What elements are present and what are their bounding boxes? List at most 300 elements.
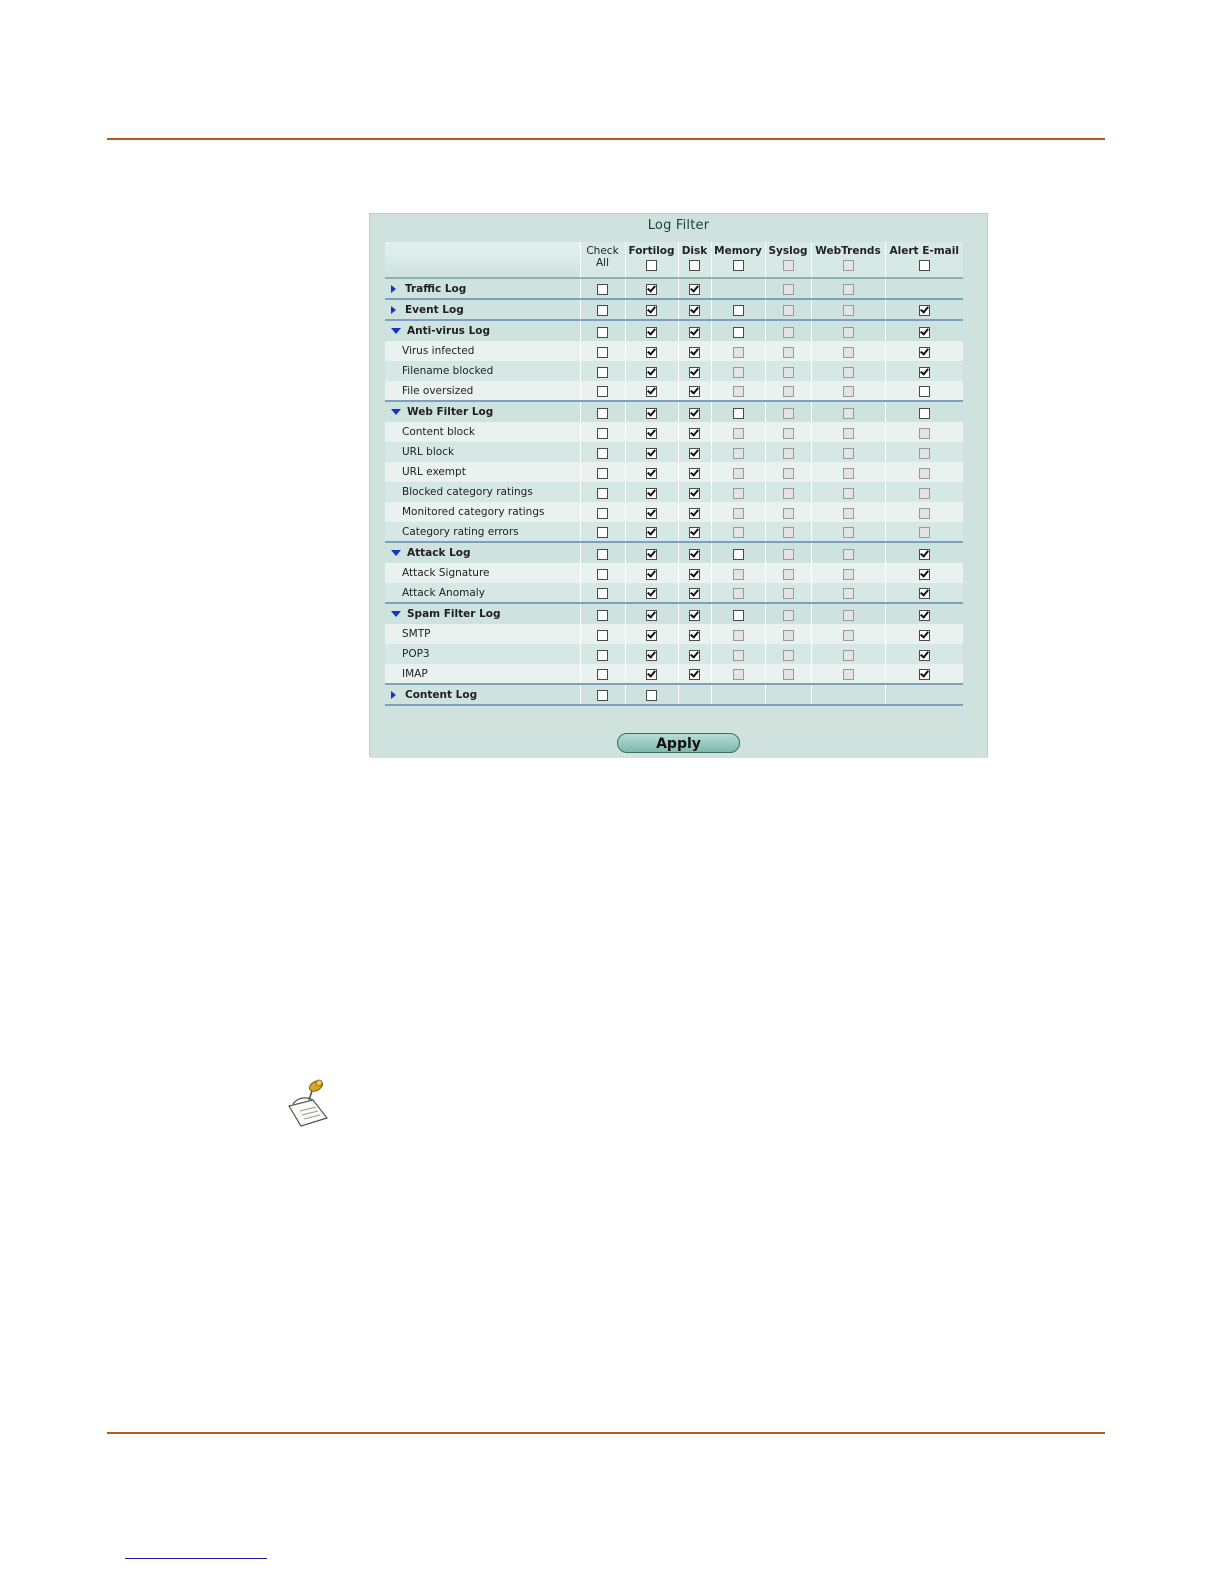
cell-syslog bbox=[765, 299, 811, 320]
cell-webtrends bbox=[811, 542, 885, 563]
spam-filter-log-check-all-checkbox[interactable] bbox=[597, 610, 608, 621]
cell-check-all bbox=[580, 341, 625, 361]
cell-webtrends bbox=[811, 278, 885, 299]
event-log-fortilog-checkbox[interactable] bbox=[646, 305, 657, 316]
cell-disk bbox=[678, 603, 711, 624]
log-item-row bbox=[385, 462, 963, 482]
cell-webtrends bbox=[811, 422, 885, 442]
cell-memory bbox=[711, 341, 765, 361]
cell-memory bbox=[711, 320, 765, 341]
content-log-fortilog-checkbox[interactable] bbox=[646, 690, 657, 701]
cell-alert-e-mail bbox=[885, 320, 963, 341]
cell-disk bbox=[678, 320, 711, 341]
footer-link-underline bbox=[125, 1558, 267, 1559]
web-filter-log-memory-checkbox[interactable] bbox=[733, 408, 744, 419]
cell-memory bbox=[711, 422, 765, 442]
cell-syslog bbox=[765, 542, 811, 563]
filename-blocked-fortilog-checkbox[interactable] bbox=[646, 367, 657, 378]
cell-webtrends bbox=[811, 664, 885, 684]
web-filter-log-alert-e-mail-checkbox[interactable] bbox=[919, 408, 930, 419]
pop3-webtrends-checkbox bbox=[843, 650, 854, 661]
cell-syslog bbox=[765, 361, 811, 381]
expand-arrow-icon[interactable] bbox=[391, 306, 396, 314]
anti-virus-log-memory-checkbox[interactable] bbox=[733, 327, 744, 338]
cell-disk bbox=[678, 563, 711, 583]
smtp-alert-e-mail-checkbox[interactable] bbox=[919, 630, 930, 641]
cell-syslog bbox=[765, 502, 811, 522]
cell-fortilog bbox=[625, 401, 678, 422]
attack-signature-syslog-checkbox bbox=[783, 569, 794, 580]
attack-signature-alert-e-mail-checkbox[interactable] bbox=[919, 569, 930, 580]
column-header-syslog bbox=[765, 242, 811, 278]
blocked-category-ratings-syslog-checkbox bbox=[783, 488, 794, 499]
cell-webtrends bbox=[811, 684, 885, 705]
cell-fortilog bbox=[625, 563, 678, 583]
attack-anomaly-check-all-checkbox[interactable] bbox=[597, 588, 608, 599]
content-block-check-all-checkbox[interactable] bbox=[597, 428, 608, 439]
row-label: IMAP bbox=[402, 667, 428, 680]
cell-check-all bbox=[580, 482, 625, 502]
virus-infected-memory-checkbox bbox=[733, 347, 744, 358]
filename-blocked-check-all-checkbox[interactable] bbox=[597, 367, 608, 378]
header-memory-checkbox[interactable] bbox=[733, 260, 744, 271]
event-log-disk-checkbox[interactable] bbox=[689, 305, 700, 316]
cell-syslog bbox=[765, 644, 811, 664]
web-filter-log-fortilog-checkbox[interactable] bbox=[646, 408, 657, 419]
collapse-arrow-icon[interactable] bbox=[391, 611, 401, 617]
cell-webtrends bbox=[811, 442, 885, 462]
cell-fortilog bbox=[625, 522, 678, 542]
row-label: Web Filter Log bbox=[407, 406, 494, 418]
row-label-cell[interactable] bbox=[385, 278, 580, 299]
cell-check-all bbox=[580, 502, 625, 522]
cell-fortilog bbox=[625, 462, 678, 482]
attack-log-disk-checkbox[interactable] bbox=[689, 549, 700, 560]
cell-memory bbox=[711, 603, 765, 624]
pop3-fortilog-checkbox[interactable] bbox=[646, 650, 657, 661]
monitored-category-ratings-syslog-checkbox bbox=[783, 508, 794, 519]
url-block-syslog-checkbox bbox=[783, 448, 794, 459]
smtp-check-all-checkbox[interactable] bbox=[597, 630, 608, 641]
category-rating-errors-fortilog-checkbox[interactable] bbox=[646, 527, 657, 538]
log-item-row bbox=[385, 664, 963, 684]
log-group-row bbox=[385, 278, 963, 299]
cell-webtrends bbox=[811, 502, 885, 522]
header-fortilog-checkbox[interactable] bbox=[646, 260, 657, 271]
cell-syslog bbox=[765, 462, 811, 482]
cell-disk bbox=[678, 361, 711, 381]
row-label-cell bbox=[385, 583, 580, 603]
event-log-check-all-checkbox[interactable] bbox=[597, 305, 608, 316]
header-alert-e-mail-checkbox[interactable] bbox=[919, 260, 930, 271]
row-label: Event Log bbox=[405, 303, 464, 316]
cell-memory bbox=[711, 442, 765, 462]
monitored-category-ratings-check-all-checkbox[interactable] bbox=[597, 508, 608, 519]
cell-webtrends bbox=[811, 522, 885, 542]
attack-anomaly-memory-checkbox bbox=[733, 588, 744, 599]
spam-filter-log-fortilog-checkbox[interactable] bbox=[646, 610, 657, 621]
smtp-webtrends-checkbox bbox=[843, 630, 854, 641]
column-header-memory bbox=[711, 242, 765, 278]
row-label-cell[interactable] bbox=[385, 320, 580, 341]
attack-signature-disk-checkbox[interactable] bbox=[689, 569, 700, 580]
blocked-category-ratings-webtrends-checkbox bbox=[843, 488, 854, 499]
cell-disk bbox=[678, 422, 711, 442]
smtp-syslog-checkbox bbox=[783, 630, 794, 641]
log-item-row bbox=[385, 624, 963, 644]
cell-disk bbox=[678, 522, 711, 542]
cell-syslog bbox=[765, 684, 811, 705]
content-block-fortilog-checkbox[interactable] bbox=[646, 428, 657, 439]
pop3-alert-e-mail-checkbox[interactable] bbox=[919, 650, 930, 661]
log-item-row bbox=[385, 563, 963, 583]
file-oversized-memory-checkbox bbox=[733, 386, 744, 397]
filename-blocked-alert-e-mail-checkbox[interactable] bbox=[919, 367, 930, 378]
cell-alert-e-mail bbox=[885, 361, 963, 381]
cell-memory bbox=[711, 624, 765, 644]
imap-memory-checkbox bbox=[733, 669, 744, 680]
collapse-arrow-icon[interactable] bbox=[391, 409, 401, 415]
anti-virus-log-syslog-checkbox bbox=[783, 327, 794, 338]
url-block-disk-checkbox[interactable] bbox=[689, 448, 700, 459]
smtp-fortilog-checkbox[interactable] bbox=[646, 630, 657, 641]
cell-syslog bbox=[765, 482, 811, 502]
traffic-log-check-all-checkbox[interactable] bbox=[597, 284, 608, 295]
cell-check-all bbox=[580, 583, 625, 603]
file-oversized-alert-e-mail-checkbox[interactable] bbox=[919, 386, 930, 397]
filename-blocked-webtrends-checkbox bbox=[843, 367, 854, 378]
row-label-cell[interactable] bbox=[385, 684, 580, 705]
blocked-category-ratings-fortilog-checkbox[interactable] bbox=[646, 488, 657, 499]
url-exempt-webtrends-checkbox bbox=[843, 468, 854, 479]
cell-webtrends bbox=[811, 361, 885, 381]
log-item-row bbox=[385, 583, 963, 603]
attack-anomaly-alert-e-mail-checkbox[interactable] bbox=[919, 588, 930, 599]
cell-disk bbox=[678, 624, 711, 644]
category-rating-errors-memory-checkbox bbox=[733, 527, 744, 538]
content-block-disk-checkbox[interactable] bbox=[689, 428, 700, 439]
log-group-row bbox=[385, 603, 963, 624]
attack-log-memory-checkbox[interactable] bbox=[733, 549, 744, 560]
cell-disk bbox=[678, 502, 711, 522]
content-block-webtrends-checkbox bbox=[843, 428, 854, 439]
row-label: Attack Log bbox=[407, 547, 471, 559]
row-label-cell bbox=[385, 664, 580, 684]
header-webtrends-checkbox bbox=[843, 260, 854, 271]
column-header-check-all bbox=[580, 242, 625, 278]
cell-fortilog bbox=[625, 502, 678, 522]
cell-memory bbox=[711, 664, 765, 684]
smtp-disk-checkbox[interactable] bbox=[689, 630, 700, 641]
log-group-row bbox=[385, 299, 963, 320]
category-rating-errors-syslog-checkbox bbox=[783, 527, 794, 538]
imap-webtrends-checkbox bbox=[843, 669, 854, 680]
column-header-label: Fortilog bbox=[628, 245, 675, 257]
cell-memory bbox=[711, 563, 765, 583]
virus-infected-check-all-checkbox[interactable] bbox=[597, 347, 608, 358]
cell-fortilog bbox=[625, 603, 678, 624]
cell-disk bbox=[678, 583, 711, 603]
cell-check-all bbox=[580, 522, 625, 542]
column-header-label: Check All bbox=[586, 245, 619, 269]
log-item-row bbox=[385, 341, 963, 361]
content-block-alert-e-mail-checkbox bbox=[919, 428, 930, 439]
web-filter-log-webtrends-checkbox bbox=[843, 408, 854, 419]
cell-alert-e-mail bbox=[885, 442, 963, 462]
category-rating-errors-webtrends-checkbox bbox=[843, 527, 854, 538]
imap-disk-checkbox[interactable] bbox=[689, 669, 700, 680]
file-oversized-disk-checkbox[interactable] bbox=[689, 386, 700, 397]
cell-check-all bbox=[580, 644, 625, 664]
web-filter-log-check-all-checkbox[interactable] bbox=[597, 408, 608, 419]
cell-check-all bbox=[580, 381, 625, 401]
anti-virus-log-disk-checkbox[interactable] bbox=[689, 327, 700, 338]
cell-alert-e-mail bbox=[885, 603, 963, 624]
row-label: URL exempt bbox=[402, 466, 466, 478]
row-label: Blocked category ratings bbox=[402, 486, 533, 498]
cell-webtrends bbox=[811, 644, 885, 664]
monitored-category-ratings-alert-e-mail-checkbox bbox=[919, 508, 930, 519]
content-log-check-all-checkbox[interactable] bbox=[597, 690, 608, 701]
url-block-check-all-checkbox[interactable] bbox=[597, 448, 608, 459]
cell-webtrends bbox=[811, 624, 885, 644]
cell-fortilog bbox=[625, 583, 678, 603]
file-oversized-fortilog-checkbox[interactable] bbox=[646, 386, 657, 397]
cell-check-all bbox=[580, 563, 625, 583]
filename-blocked-syslog-checkbox bbox=[783, 367, 794, 378]
cell-fortilog bbox=[625, 278, 678, 299]
row-label: Spam Filter Log bbox=[407, 608, 501, 620]
url-exempt-check-all-checkbox[interactable] bbox=[597, 468, 608, 479]
log-item-row bbox=[385, 422, 963, 442]
cell-syslog bbox=[765, 341, 811, 361]
row-label-cell[interactable] bbox=[385, 401, 580, 422]
row-label-cell bbox=[385, 522, 580, 542]
blocked-category-ratings-check-all-checkbox[interactable] bbox=[597, 488, 608, 499]
traffic-log-disk-checkbox[interactable] bbox=[689, 284, 700, 295]
traffic-log-fortilog-checkbox[interactable] bbox=[646, 284, 657, 295]
cell-fortilog bbox=[625, 644, 678, 664]
filename-blocked-memory-checkbox bbox=[733, 367, 744, 378]
anti-virus-log-check-all-checkbox[interactable] bbox=[597, 327, 608, 338]
pop3-disk-checkbox[interactable] bbox=[689, 650, 700, 661]
anti-virus-log-alert-e-mail-checkbox[interactable] bbox=[919, 327, 930, 338]
imap-fortilog-checkbox[interactable] bbox=[646, 669, 657, 680]
column-header-label: Alert E-mail bbox=[889, 245, 959, 257]
web-filter-log-disk-checkbox[interactable] bbox=[689, 408, 700, 419]
spam-filter-log-alert-e-mail-checkbox[interactable] bbox=[919, 610, 930, 621]
imap-check-all-checkbox[interactable] bbox=[597, 669, 608, 680]
attack-log-check-all-checkbox[interactable] bbox=[597, 549, 608, 560]
row-label-cell bbox=[385, 482, 580, 502]
row-label-cell[interactable] bbox=[385, 603, 580, 624]
log-filter-panel bbox=[369, 213, 988, 757]
anti-virus-log-fortilog-checkbox[interactable] bbox=[646, 327, 657, 338]
log-item-row bbox=[385, 502, 963, 522]
panel-title: Log Filter bbox=[647, 218, 710, 233]
row-label: Anti-virus Log bbox=[407, 325, 491, 337]
collapse-arrow-icon[interactable] bbox=[391, 328, 401, 334]
note-pushpin-icon bbox=[283, 1078, 335, 1130]
row-label: Monitored category ratings bbox=[402, 506, 545, 518]
event-log-alert-e-mail-checkbox[interactable] bbox=[919, 305, 930, 316]
cell-check-all bbox=[580, 299, 625, 320]
event-log-webtrends-checkbox bbox=[843, 305, 854, 316]
attack-signature-check-all-checkbox[interactable] bbox=[597, 569, 608, 580]
row-label: POP3 bbox=[402, 648, 430, 660]
header-disk-checkbox[interactable] bbox=[689, 260, 700, 271]
footer-rule bbox=[107, 1432, 1105, 1434]
column-header-disk bbox=[678, 242, 711, 278]
cell-webtrends bbox=[811, 482, 885, 502]
cell-fortilog bbox=[625, 381, 678, 401]
row-label-cell bbox=[385, 361, 580, 381]
row-label: Category rating errors bbox=[402, 525, 519, 538]
event-log-memory-checkbox[interactable] bbox=[733, 305, 744, 316]
cell-alert-e-mail bbox=[885, 462, 963, 482]
log-group-row bbox=[385, 542, 963, 563]
category-rating-errors-disk-checkbox[interactable] bbox=[689, 527, 700, 538]
monitored-category-ratings-disk-checkbox[interactable] bbox=[689, 508, 700, 519]
cell-alert-e-mail bbox=[885, 664, 963, 684]
cell-alert-e-mail bbox=[885, 299, 963, 320]
row-label-cell bbox=[385, 462, 580, 482]
log-group-row bbox=[385, 320, 963, 341]
traffic-log-syslog-checkbox bbox=[783, 284, 794, 295]
log-item-row bbox=[385, 482, 963, 502]
attack-log-fortilog-checkbox[interactable] bbox=[646, 549, 657, 560]
file-oversized-check-all-checkbox[interactable] bbox=[597, 386, 608, 397]
blocked-category-ratings-disk-checkbox[interactable] bbox=[689, 488, 700, 499]
cell-disk bbox=[678, 381, 711, 401]
spam-filter-log-memory-checkbox[interactable] bbox=[733, 610, 744, 621]
cell-check-all bbox=[580, 422, 625, 442]
filename-blocked-disk-checkbox[interactable] bbox=[689, 367, 700, 378]
cell-check-all bbox=[580, 442, 625, 462]
row-label-cell bbox=[385, 502, 580, 522]
log-item-row bbox=[385, 361, 963, 381]
imap-alert-e-mail-checkbox[interactable] bbox=[919, 669, 930, 680]
cell-alert-e-mail bbox=[885, 502, 963, 522]
url-block-webtrends-checkbox bbox=[843, 448, 854, 459]
cell-webtrends bbox=[811, 563, 885, 583]
cell-alert-e-mail bbox=[885, 644, 963, 664]
cell-syslog bbox=[765, 603, 811, 624]
virus-infected-syslog-checkbox bbox=[783, 347, 794, 358]
cell-webtrends bbox=[811, 341, 885, 361]
cell-disk bbox=[678, 278, 711, 299]
cell-memory bbox=[711, 462, 765, 482]
expand-arrow-icon[interactable] bbox=[391, 691, 396, 699]
cell-webtrends bbox=[811, 299, 885, 320]
row-label-cell[interactable] bbox=[385, 299, 580, 320]
row-label-cell[interactable] bbox=[385, 542, 580, 563]
cell-check-all bbox=[580, 462, 625, 482]
row-label: Traffic Log bbox=[405, 282, 467, 295]
cell-alert-e-mail bbox=[885, 422, 963, 442]
url-exempt-disk-checkbox[interactable] bbox=[689, 468, 700, 479]
cell-memory bbox=[711, 502, 765, 522]
cell-check-all bbox=[580, 320, 625, 341]
spam-filter-log-disk-checkbox[interactable] bbox=[689, 610, 700, 621]
cell-alert-e-mail bbox=[885, 542, 963, 563]
cell-memory bbox=[711, 381, 765, 401]
cell-syslog bbox=[765, 563, 811, 583]
cell-disk bbox=[678, 462, 711, 482]
cell-fortilog bbox=[625, 482, 678, 502]
imap-syslog-checkbox bbox=[783, 669, 794, 680]
category-rating-errors-check-all-checkbox[interactable] bbox=[597, 527, 608, 538]
content-block-syslog-checkbox bbox=[783, 428, 794, 439]
virus-infected-disk-checkbox[interactable] bbox=[689, 347, 700, 358]
cell-disk bbox=[678, 684, 711, 705]
collapse-arrow-icon[interactable] bbox=[391, 550, 401, 556]
row-label: Virus infected bbox=[402, 345, 475, 357]
cell-check-all bbox=[580, 361, 625, 381]
url-exempt-fortilog-checkbox[interactable] bbox=[646, 468, 657, 479]
virus-infected-webtrends-checkbox bbox=[843, 347, 854, 358]
pop3-check-all-checkbox[interactable] bbox=[597, 650, 608, 661]
column-header-label: WebTrends bbox=[815, 245, 881, 257]
attack-anomaly-fortilog-checkbox[interactable] bbox=[646, 588, 657, 599]
attack-anomaly-disk-checkbox[interactable] bbox=[689, 588, 700, 599]
cell-disk bbox=[678, 664, 711, 684]
cell-check-all bbox=[580, 542, 625, 563]
row-label: File oversized bbox=[402, 384, 474, 397]
cell-syslog bbox=[765, 278, 811, 299]
url-block-fortilog-checkbox[interactable] bbox=[646, 448, 657, 459]
attack-signature-fortilog-checkbox[interactable] bbox=[646, 569, 657, 580]
cell-disk bbox=[678, 401, 711, 422]
cell-webtrends bbox=[811, 381, 885, 401]
row-label: Content block bbox=[402, 426, 475, 438]
header-syslog-checkbox bbox=[783, 260, 794, 271]
cell-fortilog bbox=[625, 542, 678, 563]
cell-memory bbox=[711, 361, 765, 381]
column-header-label: Syslog bbox=[768, 245, 808, 257]
expand-arrow-icon[interactable] bbox=[391, 285, 396, 293]
traffic-log-webtrends-checkbox bbox=[843, 284, 854, 295]
smtp-memory-checkbox bbox=[733, 630, 744, 641]
cell-alert-e-mail bbox=[885, 341, 963, 361]
monitored-category-ratings-fortilog-checkbox[interactable] bbox=[646, 508, 657, 519]
cell-syslog bbox=[765, 624, 811, 644]
cell-fortilog bbox=[625, 320, 678, 341]
apply-button[interactable]: Apply bbox=[617, 733, 740, 753]
virus-infected-alert-e-mail-checkbox[interactable] bbox=[919, 347, 930, 358]
log-item-row bbox=[385, 381, 963, 401]
cell-memory bbox=[711, 644, 765, 664]
cell-check-all bbox=[580, 278, 625, 299]
row-label: Content Log bbox=[405, 688, 478, 701]
virus-infected-fortilog-checkbox[interactable] bbox=[646, 347, 657, 358]
column-header-webtrends bbox=[811, 242, 885, 278]
header-blank bbox=[385, 242, 580, 278]
cell-alert-e-mail bbox=[885, 522, 963, 542]
attack-log-alert-e-mail-checkbox[interactable] bbox=[919, 549, 930, 560]
column-header-fortilog bbox=[625, 242, 678, 278]
cell-webtrends bbox=[811, 603, 885, 624]
cell-check-all bbox=[580, 684, 625, 705]
row-label: SMTP bbox=[402, 628, 431, 640]
column-header-alert-e-mail bbox=[885, 242, 963, 278]
cell-memory bbox=[711, 482, 765, 502]
attack-signature-memory-checkbox bbox=[733, 569, 744, 580]
cell-fortilog bbox=[625, 442, 678, 462]
cell-fortilog bbox=[625, 624, 678, 644]
cell-alert-e-mail bbox=[885, 381, 963, 401]
cell-syslog bbox=[765, 583, 811, 603]
